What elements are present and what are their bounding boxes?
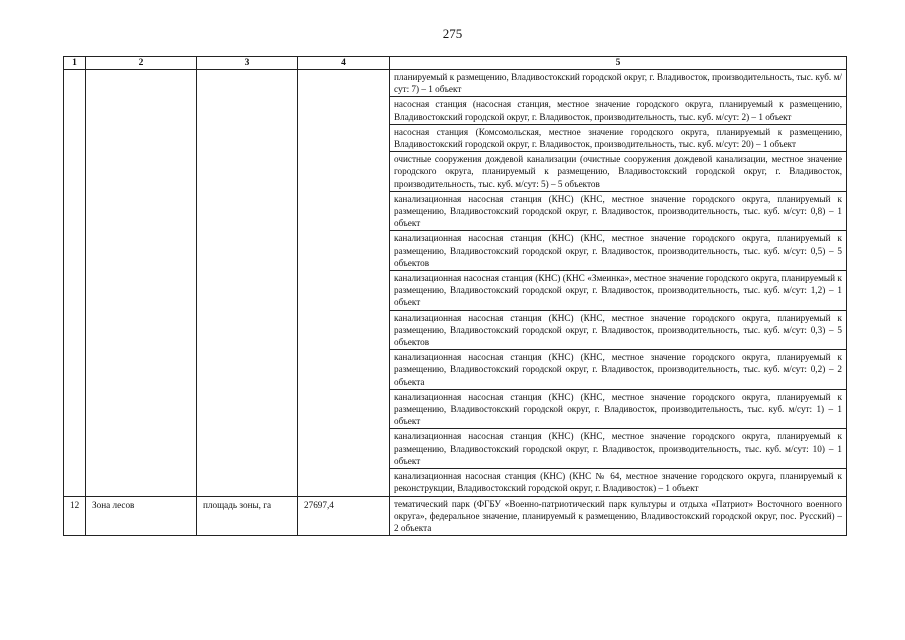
cell-param: площадь зоны, га — [197, 496, 298, 536]
object-entry: канализационная насосная станция (КНС) (КНС, местное значение городского округа, планируемый к размещению, Владивостокский городской округ, г. Владивосток, производительность, тыс. куб. м/сут: 0,5) – 5 объектов — [390, 231, 846, 271]
header-col-1: 1 — [64, 57, 86, 70]
cell-param — [197, 70, 298, 497]
object-entry: канализационная насосная станция (КНС) (КНС, местное значение городского округа, планируемый к размещению, Владивостокский городской округ, г. Владивосток, производительность, тыс. куб. м/сут: 0,2) – 2 объекта — [390, 350, 846, 390]
cell-objects — [390, 70, 847, 497]
header-col-5: 5 — [390, 57, 847, 70]
object-entry: насосная станция (Комсомольская, местное значение городского округа, планируемый к размещению, Владивостокский городской округ, г. Владивосток, производительность, тыс. куб. м/сут: 20) – 1 объект — [390, 125, 846, 152]
object-entry: тематический парк (ФГБУ «Военно-патриотический парк культуры и отдыха «Патриот» Восточного военного округа», федеральное значение, планируемый к размещению, Владивостокский городской округ, пос. Русский) – 2 объекта — [394, 498, 842, 533]
table-row-12 — [64, 496, 847, 536]
header-col-3: 3 — [197, 57, 298, 70]
planning-table — [63, 56, 847, 536]
cell-zone — [86, 70, 197, 497]
object-entry: канализационная насосная станция (КНС) (КНС, местное значение городского округа, планируемый к размещению, Владивостокский городской округ, г. Владивосток, производительность, тыс. куб. м/сут: 0,8) – 1 объект — [390, 192, 846, 232]
header-row — [64, 57, 847, 70]
header-col-4: 4 — [298, 57, 390, 70]
cell-value: 27697,4 — [298, 496, 390, 536]
object-entry: канализационная насосная станция (КНС) (КНС, местное значение городского округа, планируемый к размещению, Владивостокский городской округ, г. Владивосток, производительность, тыс. куб. м/сут: 0,3) – 5 объектов — [390, 311, 846, 351]
cell-zone: Зона лесов — [86, 496, 197, 536]
page-number: 275 — [442, 26, 463, 41]
object-entry: канализационная насосная станция (КНС) (КНС, местное значение городского округа, планируемый к размещению, Владивостокский городской округ, г. Владивосток, производительность, тыс. куб. м/сут: 1) – 1 объект — [390, 390, 846, 430]
cell-num: 12 — [64, 496, 86, 536]
object-entry: канализационная насосная станция (КНС) (КНС, местное значение городского округа, планируемый к размещению, Владивостокский городской округ, г. Владивосток, производительность, тыс. куб. м/сут: 10) – 1 объект — [390, 429, 846, 469]
object-entry: канализационная насосная станция (КНС) (КНС № 64, местное значение городского округа, планируемый к реконструкции, Владивостокский городской округ, г. Владивосток) – 1 объект — [394, 471, 842, 494]
object-entry: планируемый к размещению, Владивостокский городской округ, г. Владивосток, производительность, тыс. куб. м/сут: 7) – 1 объект — [390, 70, 846, 97]
object-entry: очистные сооружения дождевой канализации (очистные сооружения дождевой канализации, местное значение городского округа, планируемый к размещению, Владивостокский городской округ, г. Владивосток, производительность, тыс. куб. м/сут: 5) – 5 объектов — [390, 152, 846, 192]
table-row-continuation — [64, 70, 847, 497]
object-entry: канализационная насосная станция (КНС) (КНС «Змеинка», местное значение городского округа, планируемый к размещению, Владивостокский городской округ, г. Владивосток, производительность, тыс. куб. м/сут: 1,2) – 1 объект — [390, 271, 846, 311]
cell-value — [298, 70, 390, 497]
cell-num — [64, 70, 86, 497]
header-col-2: 2 — [86, 57, 197, 70]
cell-objects — [390, 496, 847, 536]
object-entry: насосная станция (насосная станция, местное значение городского округа, планируемый к размещению, Владивостокский городской округ, г. Владивосток, производительность, тыс. куб. м/сут: 2) – 1 объект — [390, 97, 846, 124]
